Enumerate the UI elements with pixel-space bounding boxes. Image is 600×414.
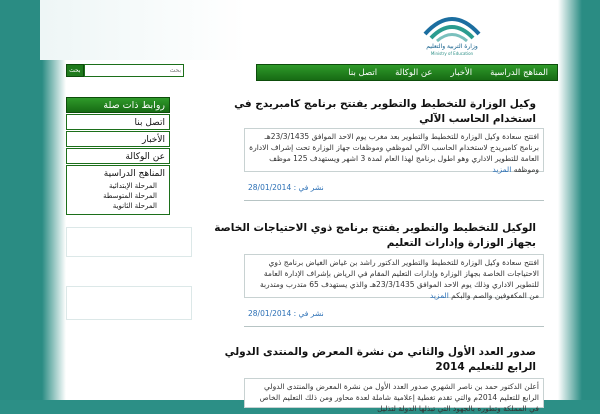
article-title-3[interactable]: صدور العدد الأول والثاني من نشرة المعرض والمنتدى الدولي الرابع للتعليم 2014 bbox=[224, 346, 536, 373]
main-navigation bbox=[256, 64, 558, 81]
article-body-1 bbox=[244, 128, 544, 172]
search-input[interactable] bbox=[84, 64, 184, 77]
article-date-1: نشر في : 28/01/2014 bbox=[248, 183, 324, 192]
article-text-3: أعلن الدكتور حمد بن ناصر الشهري صدور العدد الأول من نشرة المعرض والمنتدى الدولي الرابع للتعليم 2014م والتي تقدم تغطية إعلامية شاملة لعدة محاور ومن ذلك التعليم الخاص في المملكة وتطوره بالجهود التي تبذلها الدولة لتذليل bbox=[259, 382, 539, 413]
sidebar-curricula-group bbox=[66, 165, 170, 215]
article-title-2[interactable]: الوكيل للتخطيط والتطوير يفتتح برنامج ذوي الاحتياجات الخاصة بجهاز الوزارة وإدارات التعليم bbox=[214, 222, 536, 249]
article-text-1: افتتح سعادة وكيل الوزارة للتخطيط والتطوير بعد مغرب يوم الاحد الموافق 23/3/1435هـ برنامج كامبريدج لاستخدام الحاسب الآلي لموظفي وموظفات جهاز الوزارة تحت إشراف الادارة العامة للتطوير الاداري وهو اطول برنامج لهذا العام لمدة 3 اشهر ويستهدف 125 موظف وموظفه bbox=[249, 132, 539, 174]
sidebar-sub-intermediate[interactable]: المرحلة المتوسطة bbox=[103, 192, 157, 200]
article-body-2 bbox=[244, 254, 544, 298]
sidebar-item-contact[interactable]: اتصل بنا bbox=[66, 114, 170, 130]
sidebar-widget-2 bbox=[66, 286, 192, 320]
article-date-2: نشر في : 28/01/2014 bbox=[248, 309, 324, 318]
nav-about[interactable]: عن الوكالة bbox=[395, 67, 433, 78]
article-more-link-1[interactable]: المزيد bbox=[492, 165, 512, 174]
search-button[interactable]: بحث bbox=[66, 64, 84, 77]
nav-curricula[interactable]: المناهج الدراسية bbox=[490, 67, 548, 78]
sidebar-item-news[interactable]: الأخبار bbox=[66, 131, 170, 147]
article-more-link-2[interactable]: المزيد bbox=[429, 291, 449, 300]
article-body-3 bbox=[244, 378, 544, 413]
sidebar-sub-primary[interactable]: المرحلة الإبتدائية bbox=[108, 182, 157, 190]
nav-news[interactable]: الأخبار bbox=[450, 67, 473, 78]
article-text-2: افتتح سعادة وكيل الوزارة للتخطيط والتطوير الدكتور راشد بن غياض الغياض برنامج ذوي الاحتياجات الخاصة بجهاز الوزارة وإدارات التعليم المقام في الرياض بإشراف الإدارة العامة للتطوير الاداري وذلك يوم الاحد الموافق 23/3/1435هـ والذي يستهدف 65 متدرب ومتدربة من المكفوفين والصم والبكم bbox=[259, 258, 539, 300]
article-title-1[interactable]: وكيل الوزارة للتخطيط والتطوير يفتتح برنامج كامبريدج في استخدام الحاسب الآلي bbox=[234, 98, 536, 125]
divider bbox=[244, 326, 544, 327]
sidebar-title: روابط ذات صلة bbox=[66, 97, 170, 113]
divider bbox=[244, 200, 544, 201]
logo-text-arabic: وزارة التربية والتعليم bbox=[426, 43, 478, 50]
sidebar-widget-1 bbox=[66, 227, 192, 257]
sidebar-links bbox=[66, 114, 170, 215]
logo-text-english: Ministry of Education bbox=[430, 51, 474, 56]
sidebar-sub-secondary[interactable]: المرحلة الثانوية bbox=[112, 202, 157, 210]
search-bar bbox=[66, 64, 184, 77]
sidebar-item-about[interactable]: عن الوكالة bbox=[66, 148, 170, 164]
nav-contact[interactable]: اتصل بنا bbox=[348, 67, 378, 78]
sidebar-item-curricula[interactable]: المناهج الدراسية bbox=[103, 169, 165, 179]
